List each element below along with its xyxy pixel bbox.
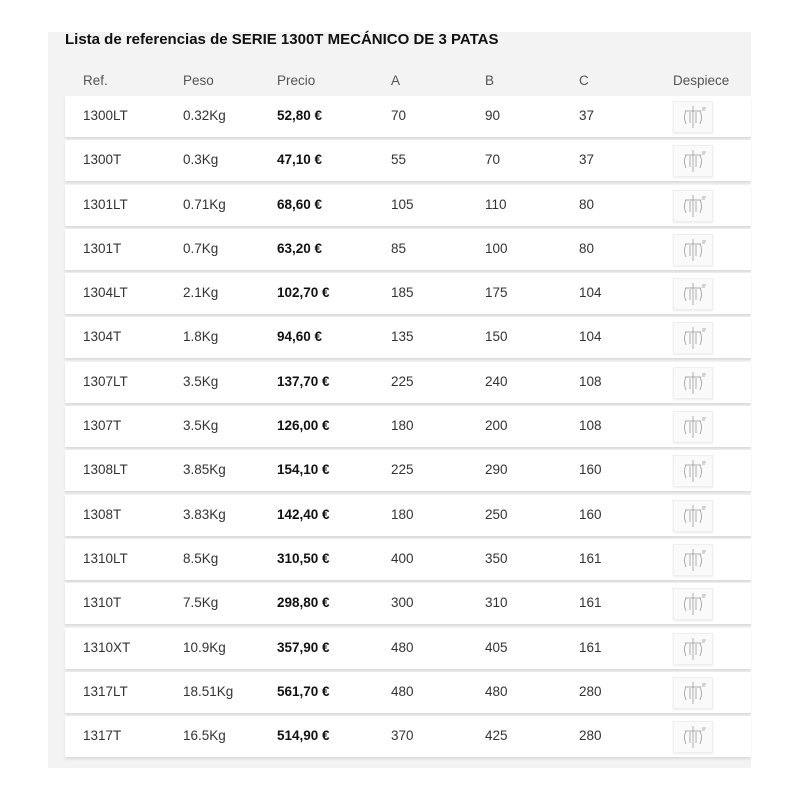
cell-c: 104: [579, 285, 602, 301]
despiece-thumbnail-icon[interactable]: [673, 234, 713, 266]
cell-a: 105: [391, 196, 414, 212]
cell-precio: 47,10 €: [277, 152, 323, 168]
header-precio: Precio: [277, 73, 316, 88]
cell-precio: 137,70 €: [277, 373, 330, 389]
cell-b: 290: [485, 462, 508, 478]
cell-precio: 68,60 €: [277, 196, 323, 212]
cell-b: 425: [485, 728, 508, 744]
table-row: [65, 450, 751, 491]
despiece-thumbnail-icon[interactable]: [673, 190, 713, 222]
table-row: [65, 317, 751, 358]
cell-c: 37: [579, 152, 595, 168]
despiece-thumbnail-icon[interactable]: [673, 322, 713, 354]
cell-b: 90: [485, 108, 501, 123]
cell-ref: 1304LT: [83, 285, 128, 301]
cell-a: 400: [391, 550, 414, 566]
table-row: [65, 406, 751, 447]
cell-ref: 1310XT: [83, 639, 131, 655]
cell-b: 240: [485, 373, 508, 389]
cell-c: 104: [579, 329, 602, 345]
cell-b: 175: [485, 285, 508, 301]
cell-precio: 310,50 €: [277, 550, 330, 566]
cell-precio: 357,90 €: [277, 639, 330, 655]
cell-a: 180: [391, 506, 414, 522]
cell-peso: 0.3Kg: [183, 152, 219, 168]
cell-a: 480: [391, 639, 414, 655]
cell-c: 280: [579, 728, 602, 744]
cell-ref: 1317T: [83, 728, 122, 744]
cell-ref: 1300LT: [83, 108, 128, 123]
cell-peso: 0.7Kg: [183, 240, 219, 256]
cell-a: 225: [391, 462, 414, 478]
cell-precio: 52,80 €: [277, 108, 323, 123]
table-row: [65, 273, 751, 314]
cell-peso: 10.9Kg: [183, 639, 226, 655]
cell-ref: 1317LT: [83, 683, 128, 699]
cell-ref: 1301T: [83, 240, 122, 256]
despiece-thumbnail-icon[interactable]: [673, 455, 713, 487]
cell-a: 180: [391, 418, 414, 434]
cell-a: 55: [391, 152, 407, 168]
cell-c: 37: [579, 108, 595, 123]
cell-peso: 0.71Kg: [183, 196, 226, 212]
cell-ref: 1307T: [83, 418, 122, 434]
cell-ref: 1308T: [83, 506, 122, 522]
despiece-thumbnail-icon[interactable]: [673, 145, 713, 177]
cell-b: 350: [485, 550, 508, 566]
cell-c: 280: [579, 683, 602, 699]
despiece-thumbnail-icon[interactable]: [673, 101, 713, 133]
table-header: [65, 66, 751, 96]
table-row: [65, 96, 751, 137]
cell-peso: 8.5Kg: [183, 550, 219, 566]
cell-precio: 126,00 €: [277, 418, 330, 434]
cell-c: 108: [579, 418, 602, 434]
cell-peso: 3.85Kg: [183, 462, 226, 478]
despiece-thumbnail-icon[interactable]: [673, 544, 713, 576]
cell-a: 70: [391, 108, 407, 123]
table-row: [65, 362, 751, 403]
header-ref: Ref.: [83, 73, 108, 88]
cell-c: 161: [579, 550, 602, 566]
cell-b: 100: [485, 240, 508, 256]
cell-c: 80: [579, 240, 595, 256]
despiece-thumbnail-icon[interactable]: [673, 588, 713, 620]
cell-b: 480: [485, 683, 508, 699]
table-row: [65, 185, 751, 226]
despiece-thumbnail-icon[interactable]: [673, 721, 713, 753]
despiece-thumbnail-icon[interactable]: [673, 278, 713, 310]
cell-ref: 1307LT: [83, 373, 128, 389]
cell-b: 310: [485, 595, 508, 611]
table-row: [65, 539, 751, 580]
cell-c: 80: [579, 196, 595, 212]
cell-c: 161: [579, 595, 602, 611]
cell-b: 200: [485, 418, 508, 434]
cell-precio: 154,10 €: [277, 462, 330, 478]
cell-peso: 3.83Kg: [183, 506, 226, 522]
cell-a: 185: [391, 285, 414, 301]
despiece-thumbnail-icon[interactable]: [673, 500, 713, 532]
cell-a: 225: [391, 373, 414, 389]
cell-a: 85: [391, 240, 407, 256]
cell-c: 160: [579, 462, 602, 478]
cell-b: 110: [485, 196, 507, 212]
cell-precio: 142,40 €: [277, 506, 330, 522]
table-row: [65, 716, 751, 757]
despiece-thumbnail-icon[interactable]: [673, 633, 713, 665]
cell-c: 161: [579, 639, 602, 655]
despiece-thumbnail-icon[interactable]: [673, 411, 713, 443]
page-title: Lista de referencias de SERIE 1300T MECÁNICO DE 3 PATAS: [65, 31, 499, 48]
table-row: [65, 495, 751, 536]
cell-peso: 16.5Kg: [183, 728, 226, 744]
cell-peso: 7.5Kg: [183, 595, 219, 611]
table-row: [65, 583, 751, 624]
cell-ref: 1308LT: [83, 462, 128, 478]
cell-a: 135: [391, 329, 414, 345]
cell-c: 160: [579, 506, 602, 522]
cell-precio: 94,60 €: [277, 329, 323, 345]
cell-precio: 561,70 €: [277, 683, 330, 699]
cell-b: 70: [485, 152, 501, 168]
table-row: [65, 628, 751, 669]
header-despiece: Despiece: [673, 73, 730, 88]
cell-peso: 3.5Kg: [183, 373, 219, 389]
table-row: [65, 672, 751, 713]
header-c: C: [579, 73, 589, 88]
table-body: [65, 96, 751, 760]
cell-peso: 3.5Kg: [183, 418, 219, 434]
cell-a: 370: [391, 728, 414, 744]
cell-b: 250: [485, 506, 508, 522]
cell-c: 108: [579, 373, 602, 389]
cell-ref: 1304T: [83, 329, 122, 345]
cell-ref: 1300T: [83, 152, 122, 168]
table-row: [65, 140, 751, 181]
cell-precio: 63,20 €: [277, 240, 323, 256]
cell-b: 405: [485, 639, 508, 655]
cell-peso: 18.51Kg: [183, 683, 234, 699]
cell-a: 480: [391, 683, 414, 699]
header-b: B: [485, 73, 495, 88]
cell-peso: 1.8Kg: [183, 329, 219, 345]
table-row: [65, 229, 751, 270]
cell-peso: 0.32Kg: [183, 108, 226, 123]
cell-peso: 2.1Kg: [183, 285, 219, 301]
header-a: A: [391, 73, 401, 88]
cell-b: 150: [485, 329, 508, 345]
cell-precio: 298,80 €: [277, 595, 330, 611]
cell-ref: 1310T: [83, 595, 122, 611]
cell-ref: 1301LT: [83, 196, 128, 212]
despiece-thumbnail-icon[interactable]: [673, 677, 713, 709]
cell-ref: 1310LT: [83, 550, 128, 566]
despiece-thumbnail-icon[interactable]: [673, 367, 713, 399]
header-peso: Peso: [183, 73, 214, 88]
cell-precio: 102,70 €: [277, 285, 330, 301]
cell-a: 300: [391, 595, 414, 611]
cell-precio: 514,90 €: [277, 728, 330, 744]
